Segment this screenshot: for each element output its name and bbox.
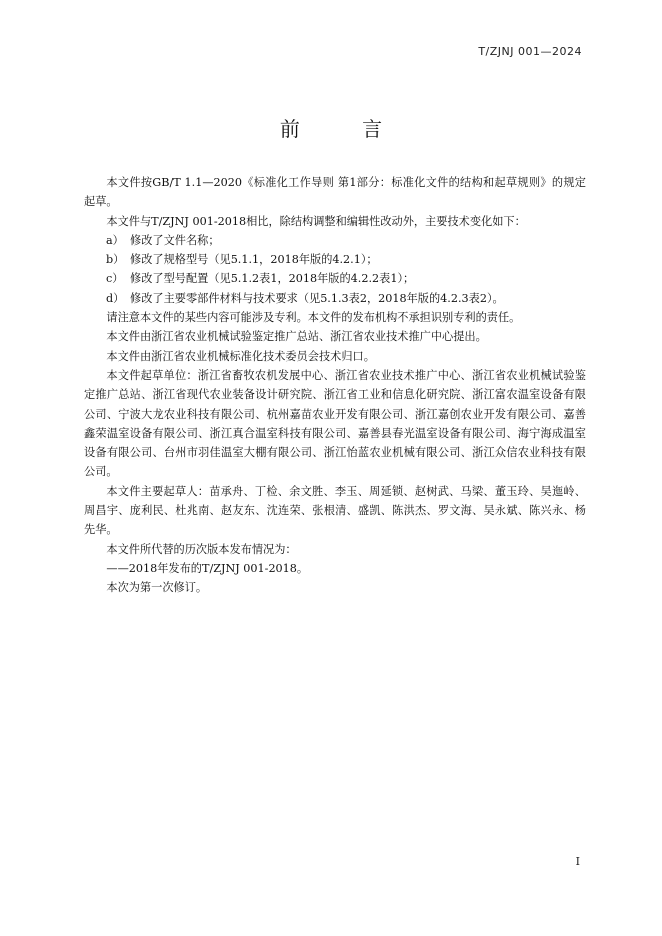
paragraph-version-history: 本文件所代替的历次版本发布情况为： [106, 542, 297, 556]
standard-code: T/ZJNJ 001—2024 [478, 45, 582, 58]
foreword-body [84, 173, 586, 598]
paragraph-proposer: 本文件由浙江省农业机械试验鉴定推广总站、浙江省农业技术推广中心提出。 [106, 330, 487, 344]
page-title: 前 言 [279, 117, 411, 141]
paragraph-revision-note: 本次为第一次修订。 [106, 581, 208, 595]
paragraph-patent-notice: 请注意本文件的某些内容可能涉及专利。本文件的发布机构不承担识别专利的责任。 [106, 311, 521, 325]
page-number: I [575, 855, 580, 868]
list-text: 修改了文件名称； [130, 233, 220, 247]
paragraph-committee: 本文件由浙江省农业机械标准化技术委员会技术归口。 [106, 349, 375, 363]
paragraph-drafting-units: 本文件起草单位：浙江省畜牧农机发展中心、浙江省农业技术推广中心、浙江省农业机械试验鉴定推广总站、浙江省现代农业装备设计研究院、浙江省工业和信息化研究院、浙江富农温室设备有限公司、宁波大龙农业科技有限公司、杭州嘉苗农业开发有限公司、浙江嘉创农业开发有限公司、嘉善鑫荣温室设备有限公司、浙江真合温室科技有限公司、嘉善县春光温室设备有限公司、海宁海成温室设备有限公司、台州市羽佳温室大棚有限公司、浙江怡蓝农业机械有限公司、浙江众信农业科技有限公司。 [84, 368, 586, 479]
list-enum: a） [106, 233, 124, 247]
paragraph-drafters: 本文件主要起草人：苗承舟、丁检、余文胜、李玉、周延锁、赵树武、马梁、董玉玲、吴迤岭、周昌宇、庞利民、杜兆南、赵友东、沈连荣、张根清、盛凯、陈洪杰、罗文海、吴永斌、陈兴永、杨先华。 [84, 484, 586, 537]
list-enum: d） [106, 291, 125, 305]
list-item [84, 269, 586, 288]
list-enum: b） [106, 253, 125, 267]
list-enum: c） [106, 272, 124, 286]
list-text: 修改了规格型号（见5.1.1，2018年版的4.2.1）； [130, 253, 378, 267]
paragraph-previous-version: ——2018年发布的T/ZJNJ 001-2018。 [106, 561, 309, 575]
list-item [84, 231, 586, 250]
list-item [84, 289, 586, 308]
list-item [84, 250, 586, 269]
list-text: 修改了主要零部件材料与技术要求（见5.1.3表2，2018年版的4.2.3表2）。 [130, 291, 504, 305]
list-text: 修改了型号配置（见5.1.2表1，2018年版的4.2.2表1）； [130, 272, 415, 286]
paragraph-drafting-basis: 本文件按GB/T 1.1—2020《标准化工作导则 第1部分：标准化文件的结构和起草规则》的规定起草。 [84, 176, 586, 209]
paragraph-changes-intro: 本文件与T/ZJNJ 001-2018相比，除结构调整和编辑性改动外，主要技术变化如下： [106, 214, 526, 228]
